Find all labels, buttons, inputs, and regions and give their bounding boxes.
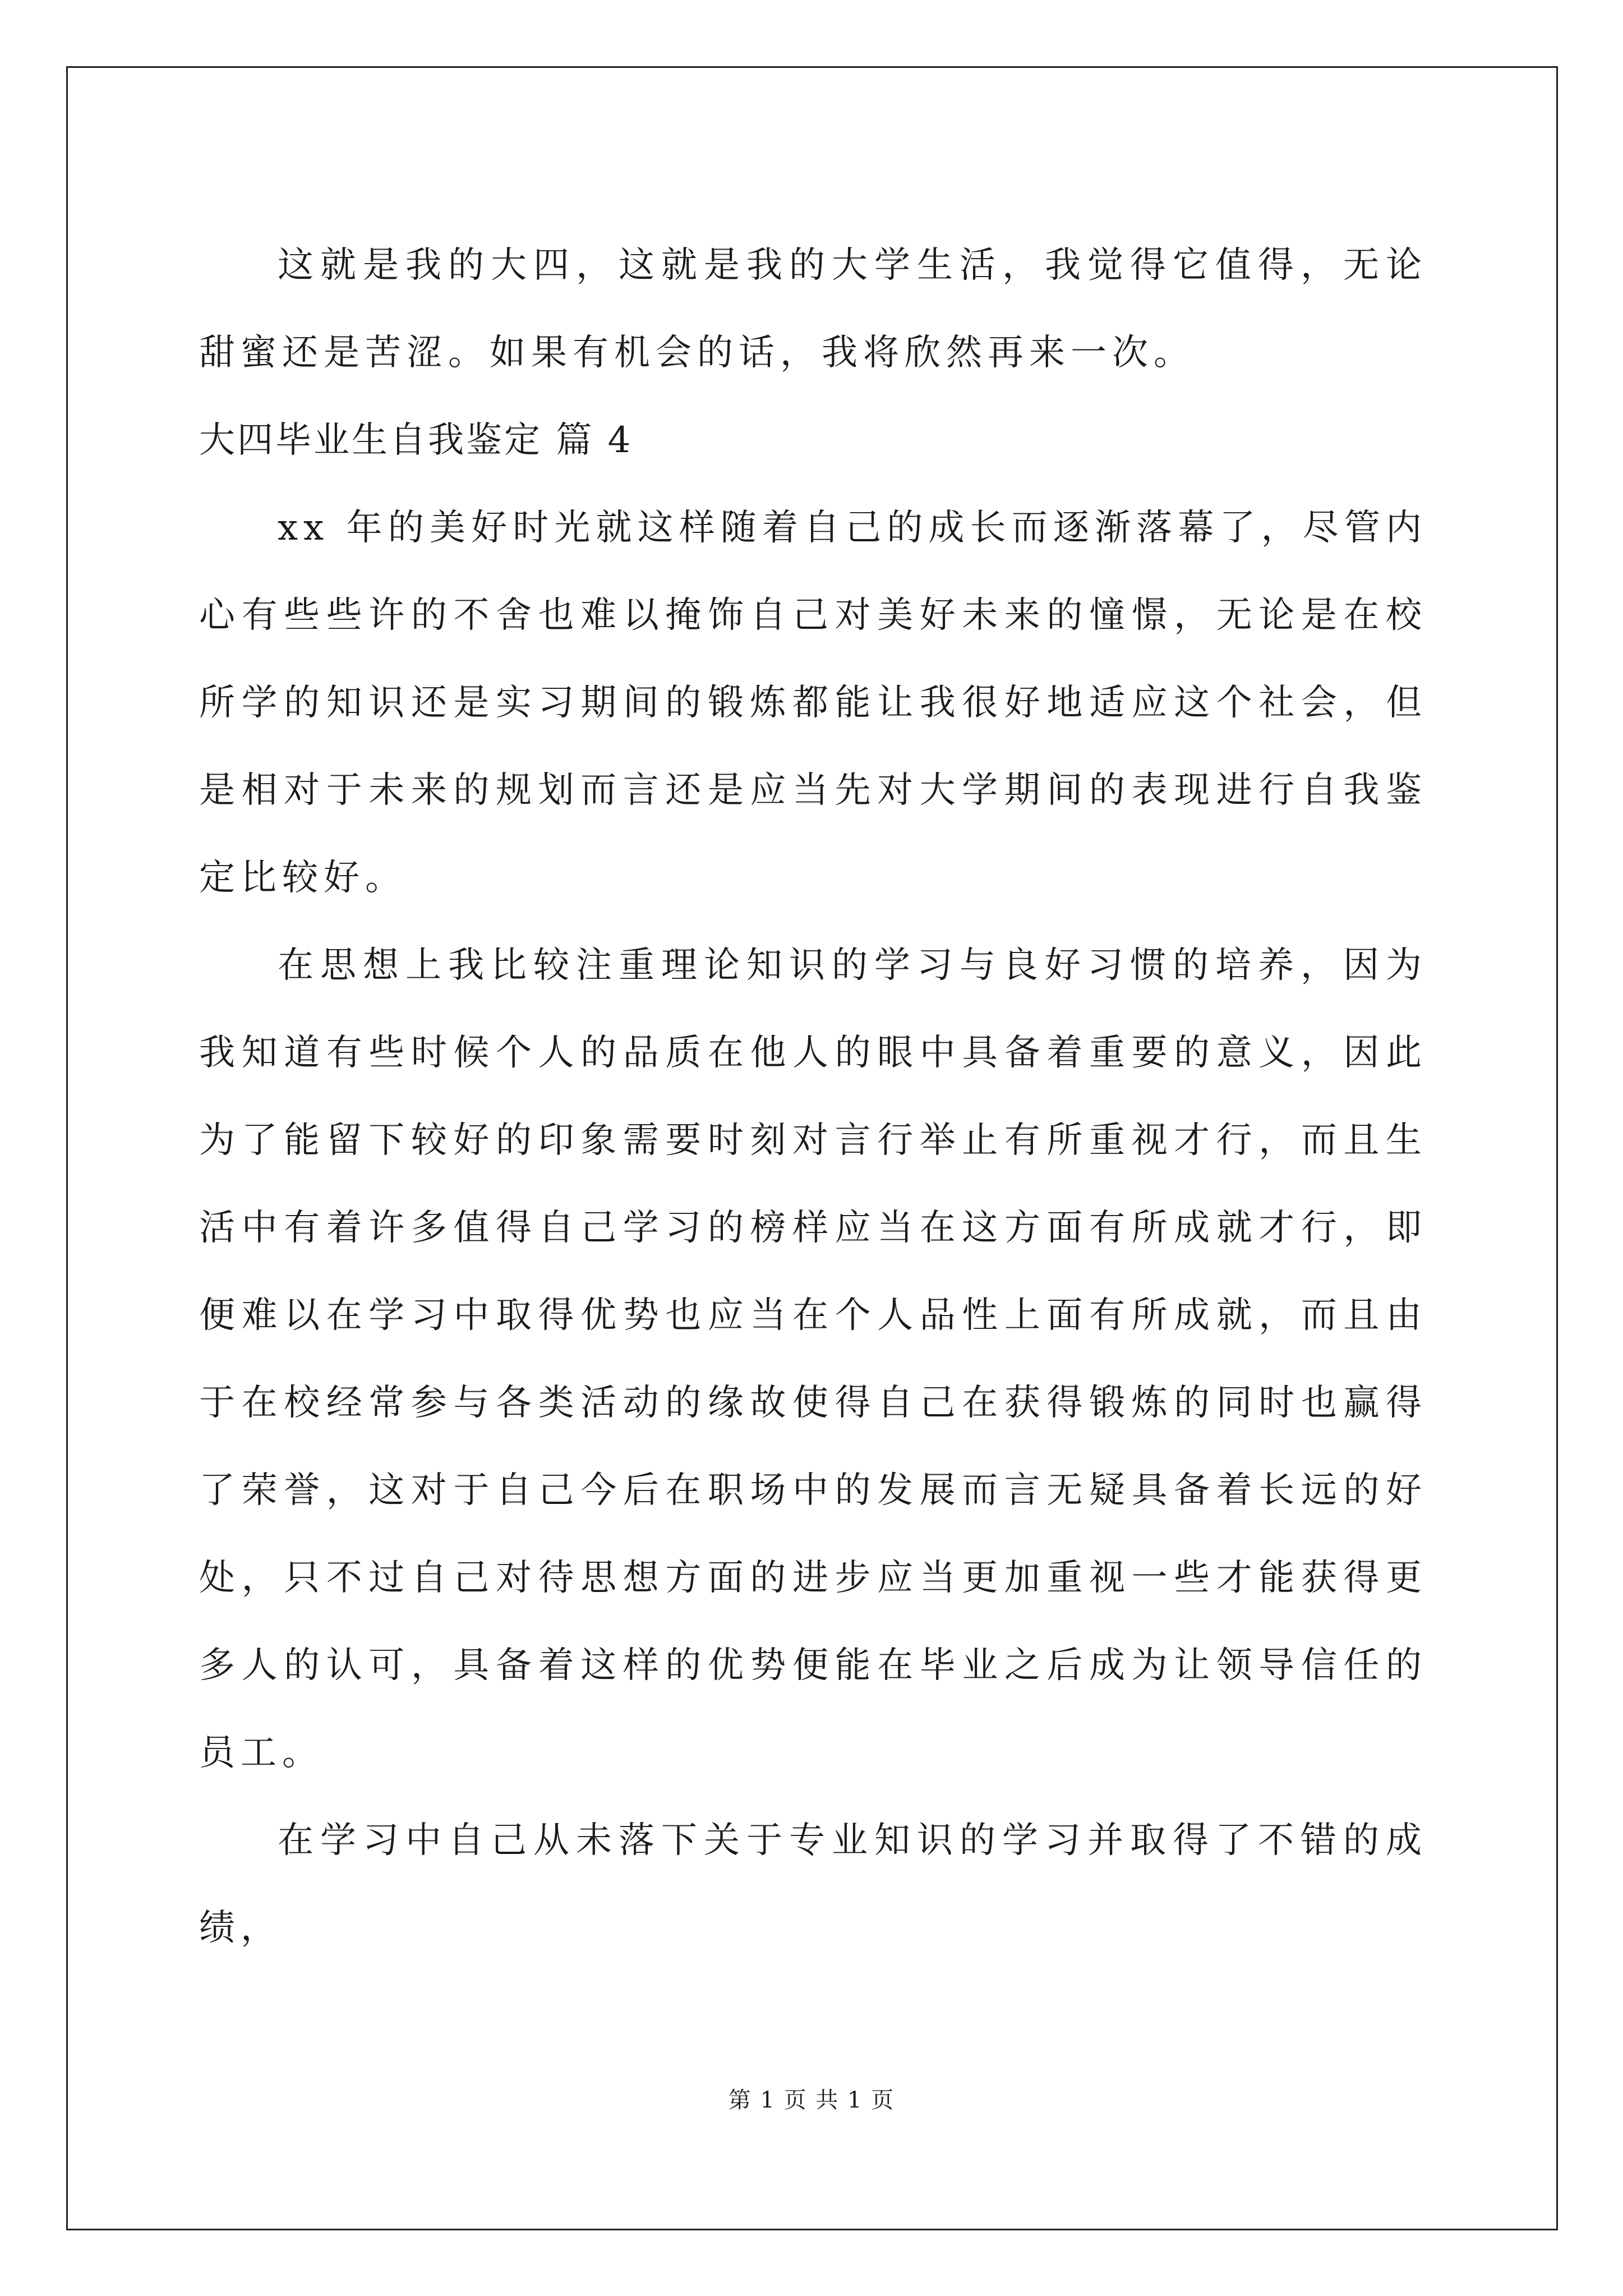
paragraph-study: 在学习中自己从未落下关于专业知识的学习并取得了不错的成绩， <box>199 1820 1427 1949</box>
paragraph-intro: xx 年的美好时光就这样随着自己的成长而逐渐落幕了，尽管内心有些些许的不舍也难以掩饰自己对美好未来的憧憬，无论是在校所学的知识还是实习期间的锻炼都能让我很好地适应这个社会，但是相对于未来的规划而言还是应当先对大学期间的表现进行自我鉴定比较好。 <box>199 507 1427 899</box>
paragraph-thought: 在思想上我比较注重理论知识的学习与良好习惯的培养，因为我知道有些时候个人的品质在他人的眼中具备着重要的意义，因此为了能留下较好的印象需要时刻对言行举止有所重视才行，而且生活中有着许多值得自己学习的榜样应当在这方面有所成就才行，即便难以在学习中取得优势也应当在个人品性上面有所成就，而且由于在校经常参与各类活动的缘故使得自己在获得锻炼的同时也赢得了荣誉，这对于自己今后在职场中的发展而言无疑具备着长远的好处，只不过自己对待思想方面的进步应当更加重视一些才能获得更多人的认可，具备着这样的优势便能在毕业之后成为让领导信任的员工。 <box>199 945 1427 1774</box>
paragraph-closing: 这就是我的大四，这就是我的大学生活，我觉得它值得，无论甜蜜还是苦涩。如果有机会的话，我将欣然再来一次。 <box>199 245 1427 374</box>
section-heading: 大四毕业生自我鉴定 篇 4 <box>199 420 633 461</box>
page-number-footer: 第 1 页 共 1 页 <box>728 2087 895 2113</box>
document-body <box>199 222 1427 1972</box>
